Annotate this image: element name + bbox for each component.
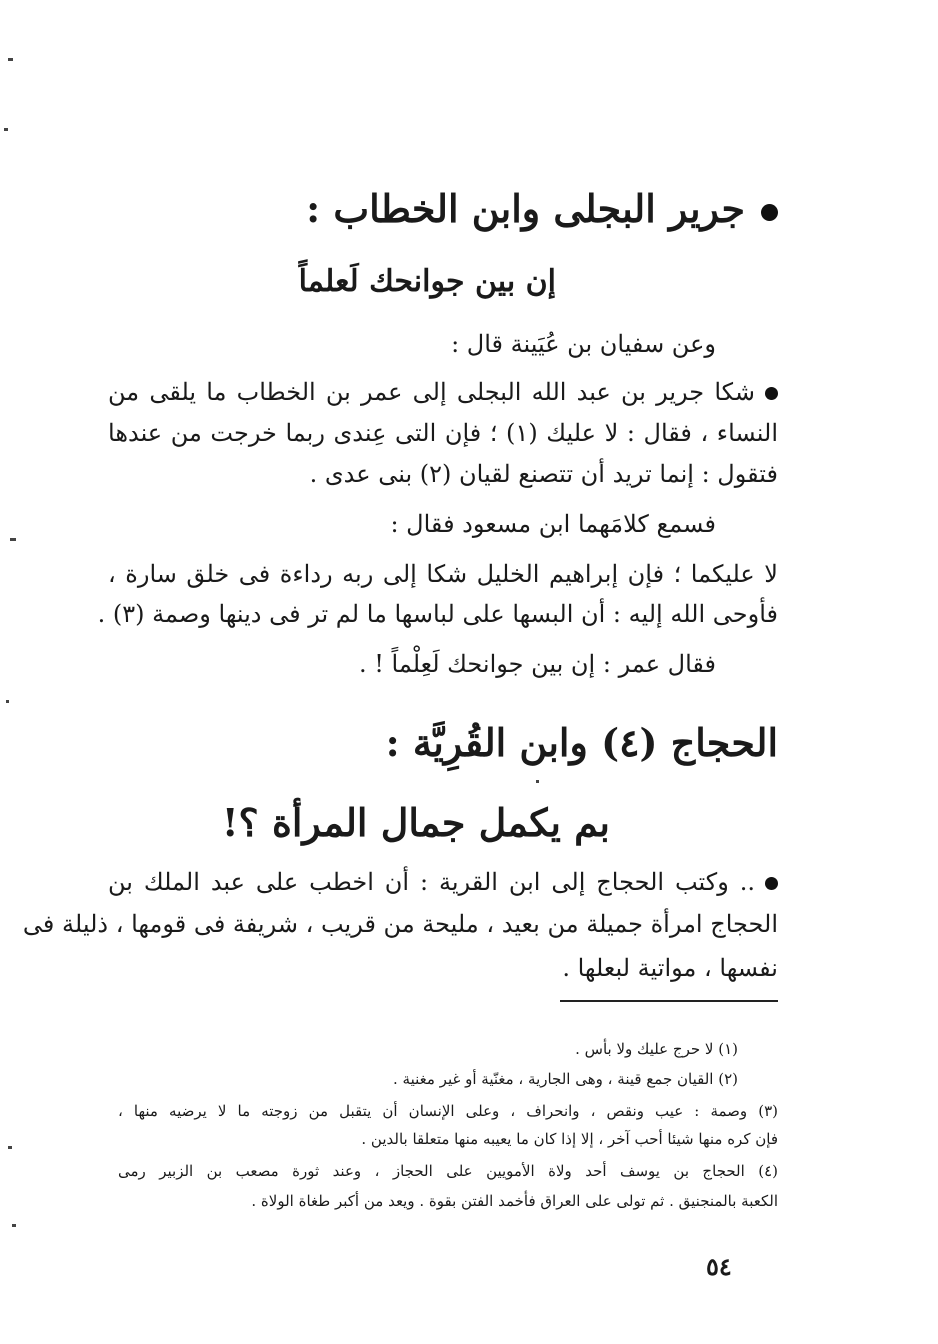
scan-speck [6,700,9,703]
bullet-icon [765,877,778,890]
section1-line-3: النساء ، فقال : لا عليك (١) ؛ فإن التى عِندى ربما خرجت من عندها [108,419,779,447]
section1-line-6: لا عليكما ؛ فإن إبراهيم الخليل شكا إلى ربه رداءة فى خلق سارة ، [108,560,778,588]
page-number: ٥٤ [706,1252,732,1281]
section2-line-1 [108,868,778,897]
bullet-icon [765,387,778,400]
bullet-icon [761,204,778,221]
footnote-1: (١) لا حرج عليك ولا بأس . [575,1040,738,1058]
scan-speck [536,780,539,783]
section1-line-7: فأوحى الله إليه : أن البسها على لباسها ما لم تر فى دينها وصمة (٣) . [97,600,778,628]
section2-line-3: نفسها ، مواتية لبعلها . [562,954,778,982]
scan-speck [10,538,16,541]
footnote-4: (٤) الحجاج بن يوسف أحد ولاة الأمويين على الحجاز ، وعند ثورة مصعب بن الزبير رمى [118,1162,778,1180]
section2-line-1-text: .. وكتب الحجاج إلى ابن القرية : أن اخطب على عبد الملك بن [108,868,755,896]
scan-speck [4,128,8,131]
scan-speck [8,58,13,61]
section1-heading-text: جرير البجلى وابن الخطاب : [306,186,745,231]
scan-speck [8,1146,12,1149]
footnote-3-continued: فإن كره منها شيئا أحب آخر ، إلا إذا كان ما يعيبه منها متعلقا بالدين . [361,1130,778,1148]
section2-line-2: الحجاج امرأة جميلة من بعيد ، مليحة من قريب ، شريفة فى قومها ، ذليلة فى [22,910,778,938]
section1-line-5: فسمع كلامَهما ابن مسعود فقال : [390,510,716,538]
footnote-divider [560,1000,778,1002]
footnote-4-continued: الكعبة بالمنجنيق . ثم تولى على العراق فأخمد الفتن بقوة . ويعد من أكبر طغاة الولاة . [251,1192,778,1210]
section1-line-2 [108,378,778,407]
section1-line-8: فقال عمر : إن بين جوانحك لَعِلْماً ! . [359,650,716,678]
section1-subheading: إن بين جوانحك لَعلماً [298,264,556,299]
section2-heading: الحجاج (٤) وابن القُرِيَّة : [385,720,778,765]
footnote-3: (٣) وصمة : عيب ونقص ، وانحراف ، وعلى الإنسان أن يتقبل من زوجته ما لا يرضيه منها ، [118,1102,778,1120]
section2-subheading: بم يكمل جمال المرأة ؟! [221,800,610,845]
section1-heading [306,186,778,232]
section1-line-4: فتقول : إنما تريد أن تتصنع لقيان (٢) بنى عدى . [309,460,778,488]
footnote-2: (٢) القيان جمع قينة ، وهى الجارية ، مغنّية أو غير مغنية . [393,1070,738,1088]
section1-line-1: وعن سفيان بن عُيَينة قال : [451,330,716,358]
scan-speck [12,1224,16,1227]
section1-line-2-text: شكا جرير بن عبد الله البجلى إلى عمر بن الخطاب ما يلقى من [108,378,755,406]
